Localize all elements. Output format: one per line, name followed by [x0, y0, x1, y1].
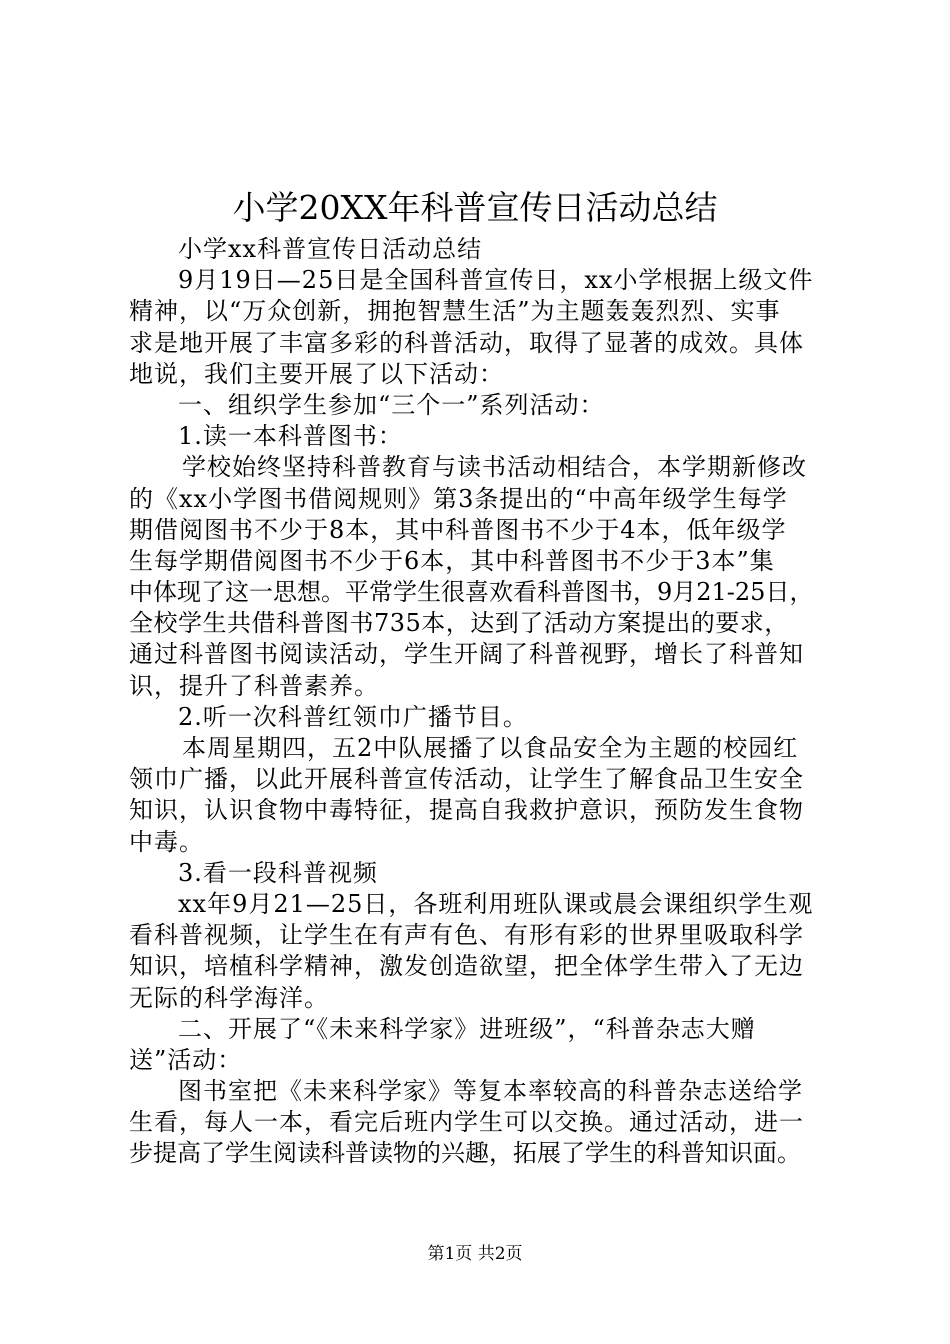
body-line: xx年9月21—25日，各班利用班队课或晨会课组织学生观 [178, 889, 814, 918]
body-line: 识，提升了科普素养。 [129, 671, 379, 700]
subsection-heading: 3.看一段科普视频 [178, 858, 378, 887]
body-line: 看科普视频，让学生在有声有色、有形有彩的世界里吸取科学 [129, 921, 804, 950]
section-heading: 二、开展了“《未来科学家》进班级”，“科普杂志大赠 [178, 1014, 756, 1043]
subsection-heading: 2.听一次科普红领巾广播节目。 [178, 702, 528, 731]
body-line: 本周星期四，五2中队展播了以食品安全为主题的校园红 [182, 734, 799, 762]
body-line: 的《xx小学图书借阅规则》第3条提出的“中高年级学生每学 [129, 484, 788, 513]
document-body [129, 234, 841, 1170]
section-heading: 送”活动： [129, 1045, 243, 1074]
page-footer: 第1页 共2页 [427, 1244, 523, 1264]
body-line: 9月19日—25日是全国科普宣传日，xx小学根据上级文件 [178, 266, 814, 295]
body-line: 生看，每人一本，看完后班内学生可以交换。通过活动，进一 [129, 1108, 804, 1137]
body-line: 步提高了学生阅读科普读物的兴趣，拓展了学生的科普知识面。 [129, 1139, 801, 1168]
body-line: 学校始终坚持科普教育与读书活动相结合，本学期新修改 [182, 453, 807, 482]
body-line: 无际的科学海洋。 [129, 983, 329, 1012]
document-title: 小学20XX年科普宣传日活动总结 [232, 188, 718, 227]
body-line: 地说，我们主要开展了以下活动： [129, 359, 504, 388]
body-line: 期借阅图书不少于8本，其中科普图书不少于4本，低年级学 [129, 515, 787, 544]
body-line: 生每学期借阅图书不少于6本，其中科普图书不少于3本”集 [129, 546, 775, 575]
body-line: 小学xx科普宣传日活动总结 [178, 235, 483, 263]
section-heading: 一、组织学生参加“三个一”系列活动： [178, 390, 605, 419]
body-line: 领巾广播，以此开展科普宣传活动，让学生了解食品卫生安全 [129, 765, 804, 794]
body-line: 中毒。 [129, 827, 204, 856]
body-line: 求是地开展了丰富多彩的科普活动，取得了显著的成效。具体 [129, 328, 804, 357]
body-line: 精神，以“万众创新，拥抱智慧生活”为主题轰轰烈烈、实事 [129, 297, 781, 326]
body-line: 图书室把《未来科学家》等复本率较高的科普杂志送给学 [178, 1077, 803, 1106]
body-line: 通过科普图书阅读活动，学生开阔了科普视野，增长了科普知 [129, 640, 804, 669]
body-line: 知识，认识食物中毒特征，提高自我救护意识，预防发生食物 [129, 796, 804, 825]
body-line: 中体现了这一思想。平常学生很喜欢看科普图书，9月21-25日， [129, 578, 814, 607]
subsection-heading: 1.读一本科普图书： [178, 422, 403, 451]
body-line: 知识，培植科学精神，激发创造欲望，把全体学生带入了无边 [129, 952, 804, 981]
body-line: 全校学生共借科普图书735本，达到了活动方案提出的要求， [129, 609, 789, 638]
